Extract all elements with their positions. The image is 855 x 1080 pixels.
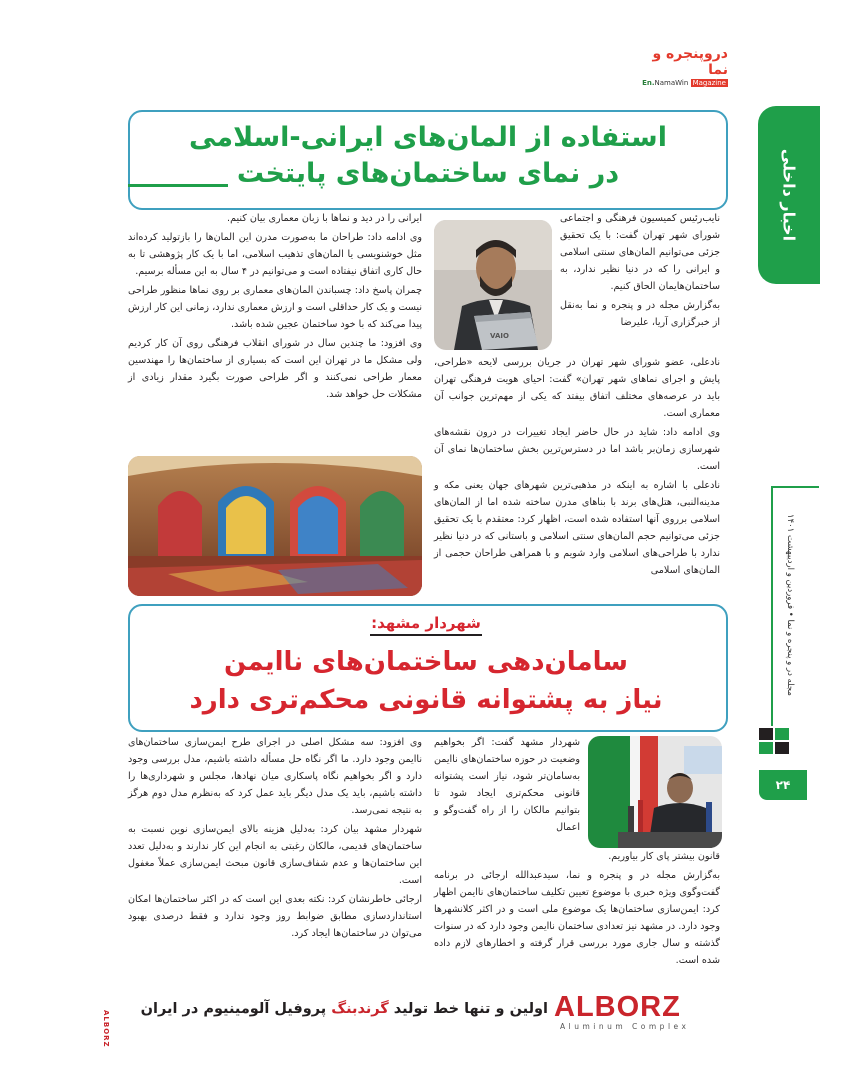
press-conference-photo <box>588 736 722 848</box>
article2-right-col-bottom <box>434 848 720 971</box>
side-issue-info: مجله در و پنجره و نما • فروردین و اردیبهشت ۱۴۰۱ <box>785 514 795 696</box>
article2-paragraph: وی افزود: سه مشکل اصلی در اجرای طرح ایمن‌سازی ساختمان‌های ناایمن وجود دارد. ما اگر نگاه حل مسأله داشته باشیم، مدل بررسی وجود دارد و اگر بخواهیم نگاه پاسکاری میان نهادها، مجلس و شهرداری‌ها را داشته باشیم، باید یک مدل دیگر باید عمل کرد که به‌نظرم مدل دوم هرگز به نتیجه نمی‌رسد. <box>128 737 422 816</box>
article2-title-line2: نیاز به پشتوانه قانونی محکم‌تری دارد <box>189 685 663 715</box>
ad-slogan-post: پروفیل آلومینیوم در ایران <box>140 1001 332 1017</box>
laptop-brand: VAIO <box>490 332 509 340</box>
article1-paragraph: چمران پاسخ داد: چسباندن المان‌های معماری بر روی نماها منظور طراحی نیست و یک کار حداقلی است و ارزش معماری ندارد، زمانی این کار ارزش پیدا می‌کند که با خود ساختمان عجین شده باشد. <box>128 285 422 330</box>
article2-right-col-top <box>434 734 580 838</box>
masthead-logo <box>638 46 728 87</box>
ad-slogan-accent: گرندبنگ <box>331 1001 389 1017</box>
article1-paragraph: به‌گزارش مجله در و پنجره و نما به‌نقل از خبرگزاری آریا، علیرضا <box>560 300 720 328</box>
page-number: ۲۴ <box>775 778 791 792</box>
article1-right-col-bottom <box>434 354 720 581</box>
ad-slogan-pre: اولین و تنها خط تولید <box>388 1001 548 1017</box>
logo-latin-mag: Magazine <box>692 79 726 87</box>
article2-paragraph: شهردار مشهد بیان کرد: به‌دلیل هزینه بالای ایمن‌سازی نوین نسبت به ساختمان‌های قدیمی، مالکان رغبتی به انجام این کار ندارند و به‌دلیل تعدد این ساختمان‌ها و عدم شفاف‌سازی قانون مبحث ایمن‌سازی عملاً مغفول است. <box>128 824 422 886</box>
article2-title-line1: سامان‌دهی ساختمان‌های ناایمن <box>224 647 628 677</box>
article2-paragraph: شهردار مشهد گفت: اگر بخواهیم وضعیت در حوزه ساختمان‌های ناایمن به‌سامان‌تر شود، نیاز است پشتوانه قانونی محکم‌تری ایجاد شود تا بتوانیم مالکان را از راه گفت‌وگو و اعمال <box>434 737 580 833</box>
side-rule <box>771 486 819 488</box>
ad-vertical-brand: ALBORZ <box>102 1010 110 1048</box>
article1-paragraph: وی افزود: ما چندین سال در شورای انقلاب فرهنگی روی آن کار کردیم ولی مشکل ما در تهران این است که بسیاری از ساختمان‌ها را مهندسین معمار طراحی نمی‌کنند و اگر طراحی صورت بگیرد مقدار زیادی از مشکلات حل خواهد شد. <box>128 338 422 400</box>
article1-paragraph: وی ادامه داد: شاید در حال حاضر ایجاد تغییرات در درون نقشه‌های شهرسازی زمان‌بر باشد اما در دسترس‌ترین بخش ساختمان‌ها نمای آن است. <box>434 427 720 472</box>
mosque-photo <box>128 456 422 596</box>
masthead-logo-latin <box>638 78 728 88</box>
side-rule-vertical <box>771 486 773 726</box>
article1-right-col-top <box>560 210 720 333</box>
alborz-tagline: Aluminum Complex <box>560 1022 690 1031</box>
article2-paragraph: قانون بیشتر پای کار بیاوریم. <box>608 851 720 862</box>
official-photo <box>434 220 552 350</box>
article1-paragraph: نادعلی، عضو شورای شهر تهران در جریان بررسی لایحه «طراحی، پایش و اجرای نماهای شهر تهران» گفت: احیای هویت فرهنگی تهران باید در عرصه‌های مختلف اتفاق بیفتد که یکی از مهم‌ترین جوانب آن معماری است. <box>434 357 720 419</box>
alborz-logo-text: ALBORZ <box>554 991 681 1023</box>
article1-paragraph: نادعلی با اشاره به اینکه در مذهبی‌ترین شهرهای جهان یعنی مکه و مدینه‌النبی، هتل‌های برند با بناهای مدرن ساخته شده اما از المان‌های اسلامی برروی آنها استفاده شده است، اظهار کرد: معتقدم با یک تحقیق جزئی می‌توانیم حجم المان‌های سنتی اسلامی و باستانی که در دنیا نظیر ندارد با طراحی‌های اسلامی وارد شویم و با همراهی طراحان حجمی از المان‌های اسلامی <box>434 480 720 576</box>
article1-paragraph: وی ادامه داد: طراحان ما به‌صورت مدرن این المان‌ها را بازتولید کرده‌اند مثل خوشنویسی یا المان‌های تذهیب اسلامی، اما با یک کار پژوهشی تا به حال کاری اتفاق نیفتاده است و می‌توانیم در ۴ سال به این مسأله برسیم. <box>128 232 422 277</box>
article1-headline-box <box>128 110 728 210</box>
logo-latin-mid: NamaWin <box>654 79 689 87</box>
article1-headline-accent <box>128 184 228 187</box>
article2-paragraph: به‌گزارش مجله در و پنجره و نما، سیدعبدالله ارجائی در برنامه گفت‌وگوی ویژه خبری با موضوع تعیین تکلیف ساختمان‌های ناایمن اظهار کرد: ایمن‌سازی ساختمان‌ها یک موضوع ملی است و در اکثر کلانشهرها وجود دارد. در مشهد نیز تعدادی ساختمان ناایمن وجود دارد که در سنوات گذشته و سال جاری مورد بررسی قرار گرفته و اخطارهای لازم داده شده است. <box>434 870 720 966</box>
ad-slogan <box>140 1001 548 1017</box>
logo-latin-en: En. <box>642 79 655 87</box>
section-tab-label: اخبار داخلی <box>779 148 799 242</box>
window-logo-icon <box>757 724 791 762</box>
article2-left-col <box>128 734 422 944</box>
page-number-box <box>759 770 807 800</box>
article1-left-col <box>128 210 422 405</box>
alborz-logo <box>554 992 724 1032</box>
article1-title-line2: در نمای ساختمان‌های پایتخت <box>236 158 620 189</box>
masthead-logo-text: دروپنجره و نما <box>652 46 728 78</box>
article2-paragraph: ارجائی خاطرنشان کرد: نکته بعدی این است که در اکثر ساختمان‌ها امکان استانداردسازی مطابق ضوابط روز وجود ندارد و فقط درصدی بهبود می‌توان در ساختمان‌ها ایجاد کرد. <box>128 894 422 939</box>
article1-title-line1: استفاده از المان‌های ایرانی-اسلامی <box>189 122 667 153</box>
article1-paragraph: ایرانی را در دید و نماها با زبان معماری بیان کنیم. <box>227 213 422 224</box>
article1-paragraph: نایب‌رئیس کمیسیون فرهنگی و اجتماعی شورای شهر تهران گفت: با یک تحقیق جزئی می‌توانیم المان‌های سنتی اسلامی و ایرانی را که در دنیا نظیر ندارد، به ساختمان‌هایمان الحاق کنیم. <box>560 213 720 292</box>
section-tab <box>758 106 820 284</box>
article2-kicker: شهردار مشهد: <box>370 614 482 636</box>
